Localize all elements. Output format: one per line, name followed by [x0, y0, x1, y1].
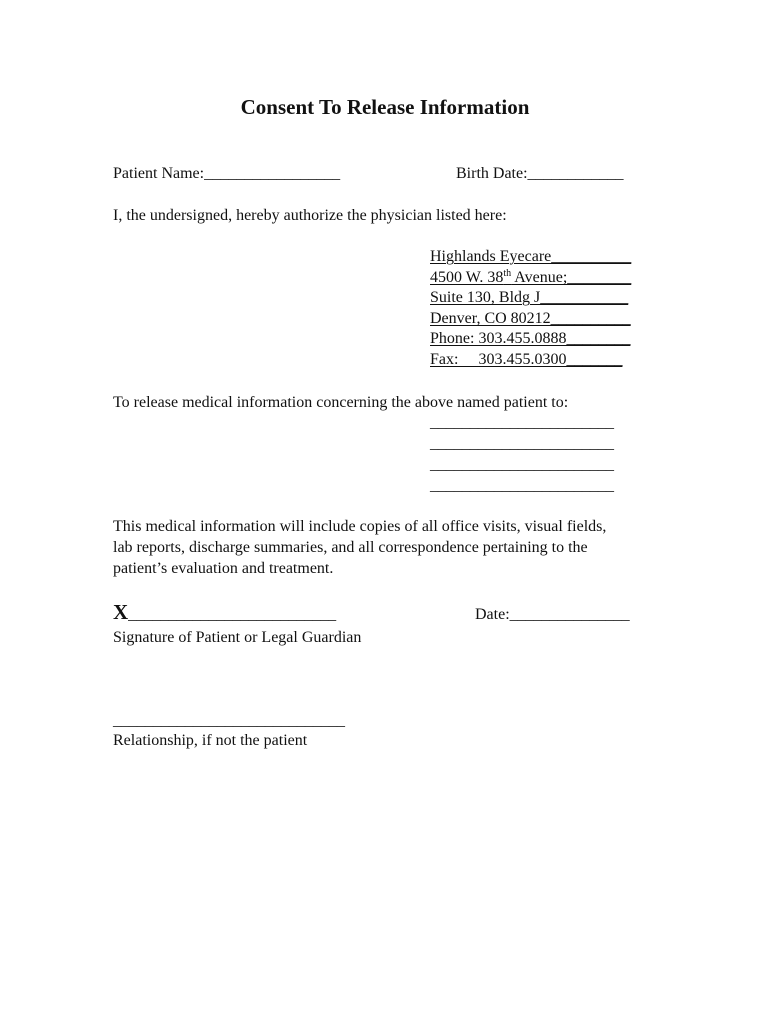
recipient-line: _______________________ — [430, 477, 614, 494]
physician-street-ordinal: th — [503, 268, 512, 279]
info-paragraph-line: patient’s evaluation and treatment. — [113, 560, 334, 577]
info-paragraph-line: This medical information will include copies of all office visits, visual fields, — [113, 518, 607, 535]
birth-date-field: Birth Date:____________ — [456, 165, 624, 182]
patient-name-field: Patient Name:_________________ — [113, 165, 341, 182]
physician-street-number: 4500 W. 38 — [430, 269, 504, 286]
signature-blank: __________________________ — [128, 606, 337, 623]
physician-city: Denver, CO 80212__________ — [430, 310, 631, 327]
recipient-line: _______________________ — [430, 456, 614, 473]
document-title: Consent To Release Information — [240, 95, 530, 119]
signature-x-mark: X — [113, 600, 129, 624]
physician-fax: Fax: 303.455.0300_______ — [430, 351, 623, 368]
release-text: To release medical information concerning the above named patient to: — [113, 394, 569, 411]
physician-name: Highlands Eyecare__________ — [430, 248, 632, 265]
physician-suite: Suite 130, Bldg J___________ — [430, 289, 629, 306]
signature-caption: Signature of Patient or Legal Guardian — [113, 629, 362, 646]
signature-line — [113, 602, 336, 625]
physician-street-name: Avenue;________ — [511, 269, 632, 286]
info-paragraph-line: lab reports, discharge summaries, and all correspondence pertaining to the — [113, 539, 588, 556]
recipient-line: _______________________ — [430, 435, 614, 452]
authorize-text: I, the undersigned, hereby authorize the physician listed here: — [113, 207, 507, 224]
physician-street — [430, 268, 631, 288]
relationship-caption: Relationship, if not the patient — [113, 732, 308, 749]
recipient-line: _______________________ — [430, 414, 614, 431]
relationship-line: _____________________________ — [113, 712, 345, 729]
physician-phone: Phone: 303.455.0888________ — [430, 330, 631, 347]
date-field: Date:_______________ — [475, 606, 630, 623]
